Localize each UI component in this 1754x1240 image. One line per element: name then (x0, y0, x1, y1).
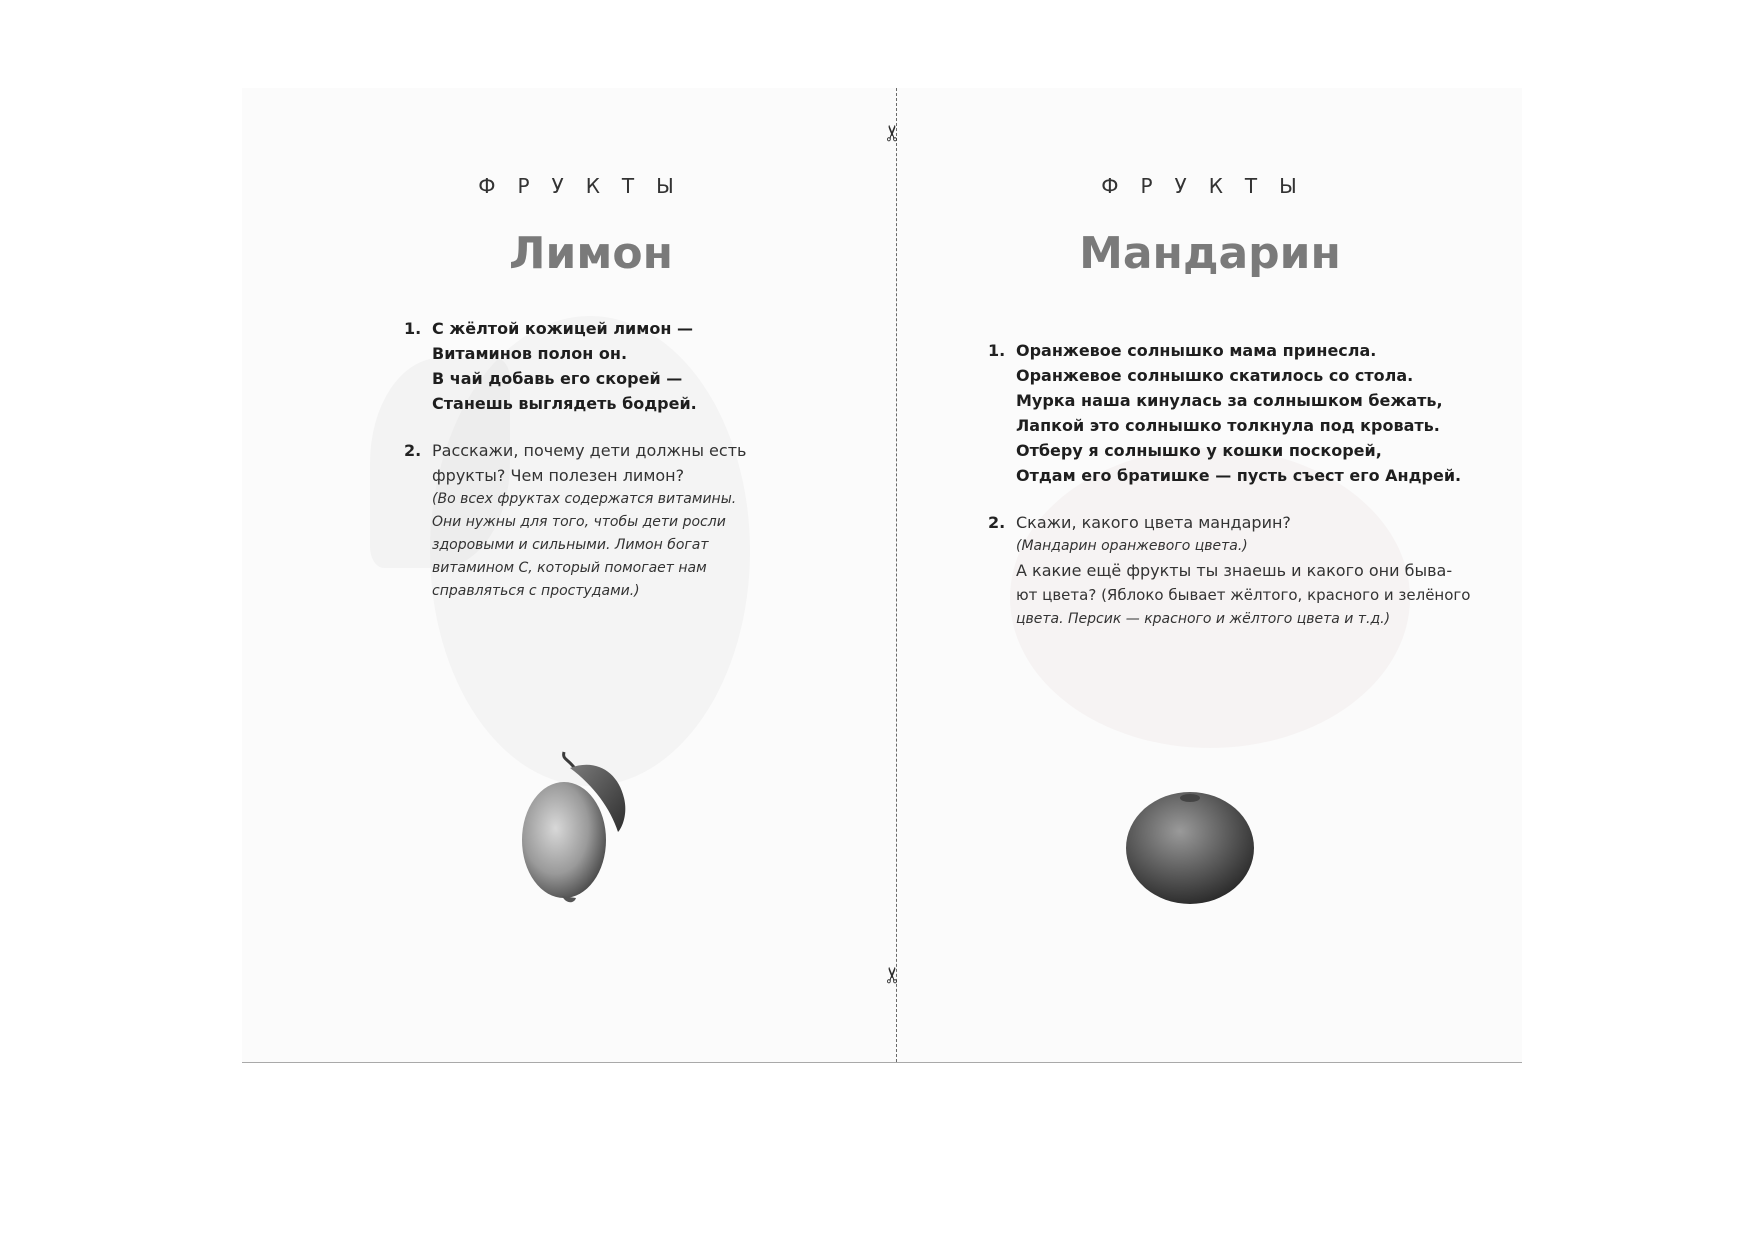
poem-line: Мурка наша кинулась за солнышком бежать, (1016, 391, 1443, 410)
answer-line: Они нужны для того, чтобы дети росли (432, 514, 726, 530)
scissors-icon: ✂ (881, 965, 907, 985)
mandarin-icon (1120, 782, 1260, 908)
poem-line: Отдам его братишке — пусть съест его Андрей. (1016, 466, 1462, 485)
question-list (404, 316, 764, 625)
poem-line: Оранжевое солнышко скатилось со стола. (1016, 366, 1414, 385)
answer-line: витамином С, который помогает нам (432, 560, 707, 576)
question-list (988, 338, 1471, 653)
printable-sheet (242, 88, 1522, 1063)
poem-line: С жёлтой кожицей лимон — (432, 319, 693, 338)
item-number: 1. (988, 341, 1006, 360)
question-line: Скажи, какого цвета мандарин? (1016, 513, 1291, 532)
item-number: 2. (404, 441, 422, 460)
card-title: Лимон (509, 228, 673, 279)
category-label: ФРУКТЫ (1101, 174, 1319, 198)
card-title: Мандарин (1079, 228, 1341, 279)
poem-line: Станешь выглядеть бодрей. (432, 394, 697, 413)
list-item (988, 338, 1462, 488)
answer-line: справляться с простудами.) (432, 583, 640, 599)
question-line: Расскажи, почему дети должны есть (432, 441, 747, 460)
poem-line: В чай добавь его скорей — (432, 369, 683, 388)
question-line: А какие ещё фрукты ты знаешь и какого они быва- (1016, 561, 1453, 580)
answer-line: (Мандарин оранжевого цвета.) (1016, 538, 1248, 554)
category-label: ФРУКТЫ (478, 174, 696, 198)
poem-line: Отберу я солнышко у кошки поскорей, (1016, 441, 1382, 460)
mandarin-card (898, 88, 1522, 1062)
item-number: 2. (988, 513, 1006, 532)
lemon-icon (506, 748, 646, 908)
scissors-icon: ✂ (881, 123, 907, 143)
answer-line: цвета. Персик — красного и жёлтого цвета и т.д.) (1016, 611, 1391, 627)
answer-line: здоровыми и сильными. Лимон богат (432, 537, 709, 553)
list-item (404, 316, 764, 416)
poem-line: Витаминов полон он. (432, 344, 628, 363)
item-number: 1. (404, 319, 422, 338)
list-item (404, 438, 764, 603)
poem-line: Оранжевое солнышко мама принесла. (1016, 341, 1377, 360)
list-item (988, 510, 1471, 631)
question-line: ют цвета? (Яблоко бывает жёлтого, красного и зелёного (1016, 586, 1471, 604)
poem-line: Лапкой это солнышко толкнула под кровать. (1016, 416, 1440, 435)
lemon-card (242, 88, 896, 1062)
question-line: фрукты? Чем полезен лимон? (432, 466, 685, 485)
answer-line: (Во всех фруктах содержатся витамины. (432, 491, 737, 507)
